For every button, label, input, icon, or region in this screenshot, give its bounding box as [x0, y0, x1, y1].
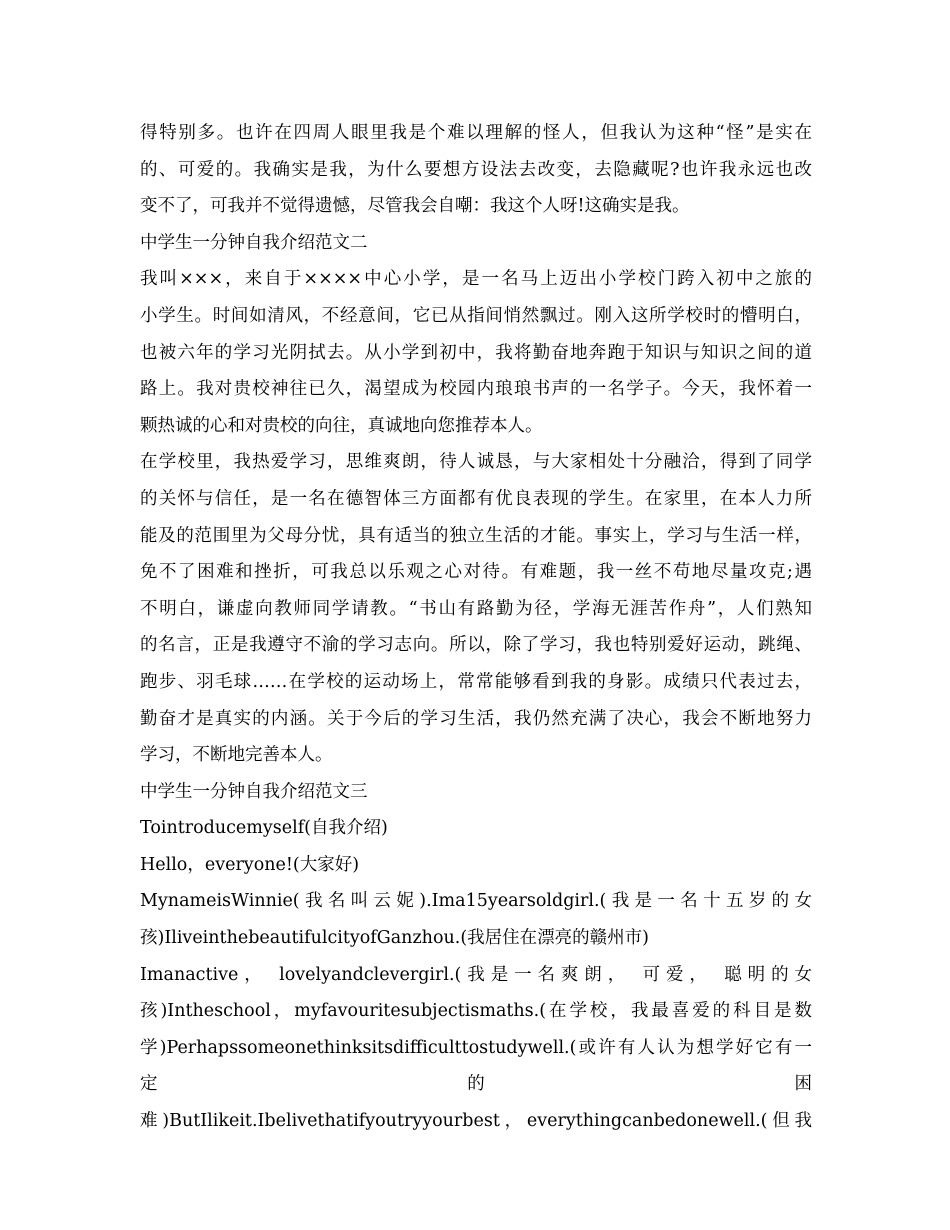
text-line: MynameisWinnie(我名叫云妮).Ima15yearsoldgirl.(我是一名十五岁的女 [140, 891, 812, 912]
document-body [140, 115, 812, 1066]
text-line: 能及的范围里为父母分忧，具有适当的独立生活的才能。事实上，学习与生活一样， [140, 525, 812, 546]
text-line: Tointroducemyself(自我介绍) [140, 818, 388, 839]
text-line: Imanactive， lovelyandclevergirl.(我是一名爽朗， 可爱， 聪明的女 [140, 964, 812, 985]
text-line: 的名言，正是我遵守不渝的学习志向。所以，除了学习，我也特别爱好运动，跳绳、 [140, 635, 812, 656]
text-line: 在学校里，我热爱学习，思维爽朗，待人诚恳，与大家相处十分融洽，得到了同学 [140, 452, 812, 473]
text-line: 中学生一分钟自我介绍范文二 [140, 232, 368, 253]
text-line-last: 难)ButIlikeit.Ibelivethatifyoutryyourbest，everythingcanbedonewell.(但我 [140, 1111, 812, 1132]
text-line: 免不了困难和挫折，可我总以乐观之心对待。有难题，我一丝不苟地尽量攻克;遇 [140, 562, 812, 583]
text-line: 小学生。时间如清风，不经意间，它已从指间悄然飘过。刚入这所学校时的懵明白， [140, 305, 812, 326]
spread-line [140, 1066, 812, 1103]
text-line: 变不了，可我并不觉得遗憾，尽管我会自嘲：我这个人呀!这确实是我。 [140, 196, 690, 217]
text-line: 孩)Intheschool，myfavouritesubjectismaths.(在学校，我最喜爱的科目是数 [140, 1001, 812, 1022]
text-line: 不明白，谦虚向教师同学请教。“书山有路勤为径，学海无涯苦作舟”，人们熟知 [140, 598, 812, 619]
text-line: 得特别多。也许在四周人眼里我是个难以理解的怪人，但我认为这种“怪”是实在 [140, 123, 812, 143]
text-line: 也被六年的学习光阴拭去。从小学到初中，我将勤奋地奔跑于知识与知识之间的道 [140, 342, 812, 363]
text-line: 中学生一分钟自我介绍范文三 [140, 781, 368, 802]
spread-word: 的 [467, 1074, 485, 1095]
text-line: 我叫×××，来自于××××中心小学，是一名马上迈出小学校门跨入初中之旅的 [140, 269, 812, 290]
text-line: 学)Perhapssomeonethinksitsdifficulttostudywell.(或许有人认为想学好它有一 [140, 1037, 812, 1058]
text-line: 的、可爱的。我确实是我，为什么要想方设法去改变，去隐藏呢?也许我永远也改 [140, 159, 812, 180]
text-line: 路上。我对贵校神往已久，渴望成为校园内琅琅书声的一名学子。今天，我怀着一 [140, 379, 812, 400]
document-page [140, 115, 812, 1140]
spread-word: 困 [794, 1074, 812, 1095]
text-line: 勤奋才是真实的内涵。关于今后的学习生活，我仍然充满了决心，我会不断地努力 [140, 708, 812, 729]
text-line: 孩)IliveinthebeautifulcityofGanzhou.(我居住在漂亮的赣州市) [140, 928, 649, 949]
text-line: 跑步、羽毛球……在学校的运动场上，常常能够看到我的身影。成绩只代表过去， [140, 671, 812, 692]
spread-word: 定 [140, 1074, 158, 1095]
text-line: Hello，everyone!(大家好) [140, 854, 360, 875]
text-line: 颗热诚的心和对贵校的向往，真诚地向您推荐本人。 [140, 415, 543, 436]
text-line: 学习，不断地完善本人。 [140, 745, 333, 766]
text-line: 的关怀与信任，是一名在德智体三方面都有优良表现的学生。在家里，在本人力所 [140, 488, 812, 509]
